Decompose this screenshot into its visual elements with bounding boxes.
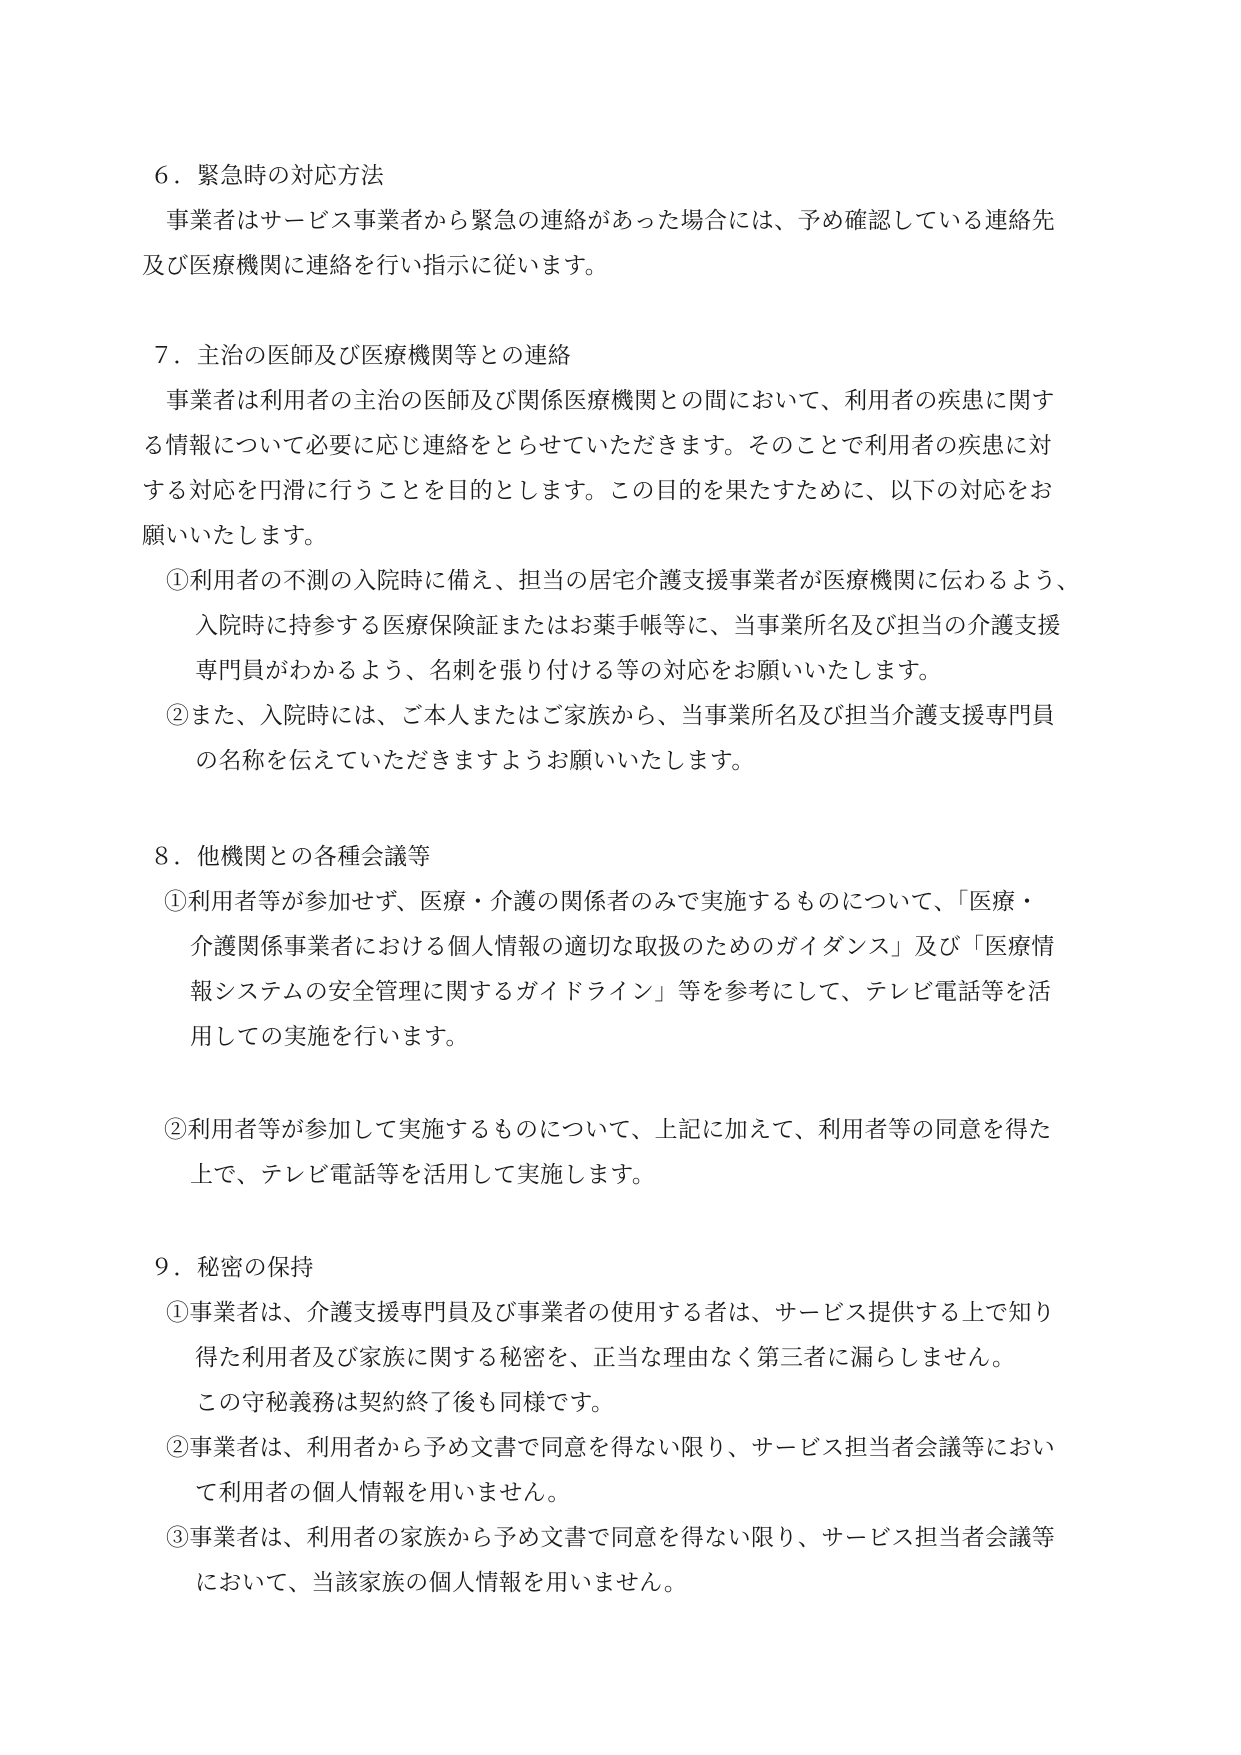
section-9-item-2-line: ②事業者は、利用者から予め文書で同意を得ない限り、サービス担当者会議等におい [166, 1435, 1056, 1461]
section-7-text-line: 願いいたします。 [142, 523, 328, 549]
section-8-item-1-line: 用しての実施を行います。 [190, 1024, 469, 1050]
section-7-text-line: る情報について必要に応じ連絡をとらせていただきます。そのことで利用者の疾患に対 [142, 433, 1052, 459]
section-8-heading: ８．他機関との各種会議等 [150, 844, 431, 870]
section-9-item-3-line: ③事業者は、利用者の家族から予め文書で同意を得ない限り、サービス担当者会議等 [166, 1525, 1056, 1551]
section-7-heading: ７．主治の医師及び医療機関等との連絡 [150, 343, 572, 369]
section-8-item-1-line: ①利用者等が参加せず、医療・介護の関係者のみで実施するものについて、「医療・ [164, 889, 1039, 915]
section-7-item-2-line: の名称を伝えていただきますようお願いいたします。 [195, 748, 755, 774]
section-7-text-line: 事業者は利用者の主治の医師及び関係医療機関との間において、利用者の疾患に関す [166, 388, 1055, 414]
section-7-text-line: する対応を円滑に行うことを目的とします。この目的を果たすために、以下の対応をお [142, 478, 1053, 504]
section-9-item-1-line: 得た利用者及び家族に関する秘密を、正当な理由なく第三者に漏らしません。 [195, 1345, 1016, 1371]
section-7-item-1-line: 入院時に持参する医療保険証またはお薬手帳等に、当事業所名及び担当の介護支援 [195, 613, 1061, 639]
section-6-text-line: 事業者はサービス事業者から緊急の連絡があった場合には、予め確認している連絡先 [166, 208, 1055, 234]
section-9-item-1-line: ①事業者は、介護支援専門員及び事業者の使用する者は、サービス提供する上で知り [166, 1300, 1056, 1326]
section-9-item-3-line: において、当該家族の個人情報を用いません。 [195, 1570, 688, 1596]
section-9-heading: ９．秘密の保持 [150, 1255, 314, 1281]
section-7-item-2-line: ②また、入院時には、ご本人またはご家族から、当事業所名及び担当介護支援専門員 [166, 703, 1056, 729]
section-8-item-1-line: 介護関係事業者における個人情報の適切な取扱のためのガイダンス」及び「医療情 [190, 934, 1055, 960]
section-8-item-2-line: 上で、テレビ電話等を活用して実施します。 [190, 1162, 656, 1188]
section-8-item-2-line: ②利用者等が参加して実施するものについて、上記に加えて、利用者等の同意を得た [164, 1117, 1052, 1143]
section-9-item-1-line: この守秘義務は契約終了後も同様です。 [195, 1390, 615, 1416]
section-8-item-1-line: 報システムの安全管理に関するガイドライン」等を参考にして、テレビ電話等を活 [190, 979, 1052, 1005]
section-9-item-2-line: て利用者の個人情報を用いません。 [195, 1480, 571, 1506]
section-6-text-line: 及び医療機関に連絡を行い指示に従います。 [142, 253, 609, 279]
section-7-item-1-line: 専門員がわかるよう、名刺を張り付ける等の対応をお願いいたします。 [195, 658, 942, 684]
section-6-heading: ６．緊急時の対応方法 [150, 163, 384, 189]
section-7-item-1-line: ①利用者の不測の入院時に備え、担当の居宅介護支援事業者が医療機関に伝わるよう、 [166, 568, 1080, 594]
